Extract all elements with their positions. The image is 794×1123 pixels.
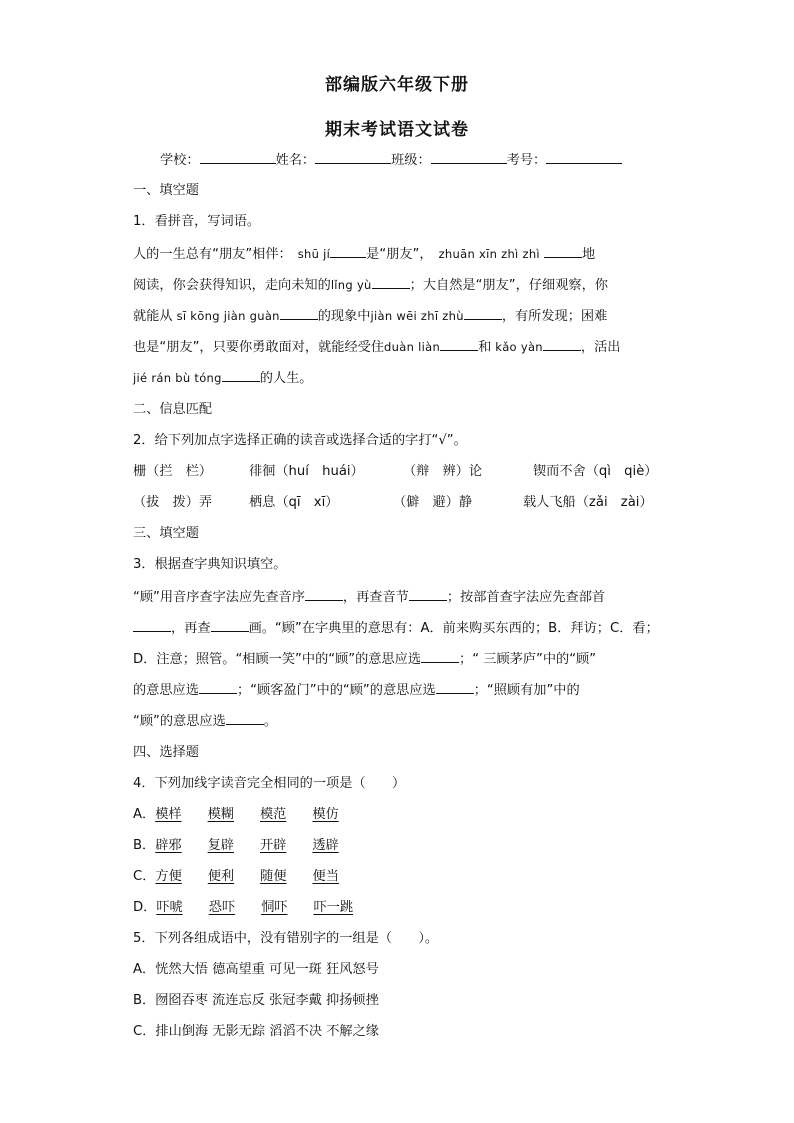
q4-option-a[interactable]: [133, 806, 339, 824]
class-blank[interactable]: [431, 151, 507, 164]
pinyin: jié rán bù tóng: [133, 371, 222, 385]
section-heading-3: 三、填空题: [133, 526, 199, 541]
question-3-title: 3．根据查字典知识填空。: [133, 557, 287, 572]
q3-text: 的意思应选: [133, 683, 199, 698]
q1-line-4: [133, 338, 620, 357]
answer-blank[interactable]: [305, 588, 343, 601]
q1-text: 就能从: [133, 309, 173, 324]
q2-item[interactable]: （僻 避）静: [393, 495, 473, 510]
school-blank[interactable]: [200, 151, 276, 164]
q2-item[interactable]: 栖息（qī xī）: [249, 495, 339, 510]
q1-text: ，有所发现；困难: [501, 309, 608, 324]
option-label: C．: [133, 869, 156, 884]
option-word: 吓唬: [156, 900, 183, 915]
option-word: 恫吓: [261, 900, 288, 915]
pinyin: shū jí: [297, 247, 331, 261]
q1-text: 阅读，你会获得知识，走向未知的: [133, 278, 331, 293]
option-word: 吓一跳: [313, 900, 354, 915]
q1-text: 也是“朋友”，只要你勇敢面对，就能经受住: [133, 340, 385, 355]
q3-line-1: [133, 588, 605, 607]
q3-line-5: [133, 712, 277, 731]
answer-blank[interactable]: [226, 712, 264, 725]
q1-line-2: [133, 276, 608, 295]
q2-item[interactable]: 栅（拦 栏）: [133, 464, 213, 479]
q1-line-3: [133, 307, 607, 326]
q4-option-c[interactable]: [133, 868, 339, 886]
q5-option-a[interactable]: A．恍然大悟 德高望重 可见一斑 狂风怒号: [133, 962, 379, 977]
q3-text: ；按部首查字法应先查部首: [446, 590, 606, 605]
answer-blank[interactable]: [440, 338, 478, 351]
option-word: 辟邪: [155, 838, 182, 853]
option-word: 恐吓: [208, 900, 236, 915]
name-blank[interactable]: [315, 151, 391, 164]
q2-item[interactable]: （辩 辨）论: [403, 464, 483, 479]
pinyin: jiàn wēi zhī zhù: [370, 309, 464, 323]
answer-blank[interactable]: [544, 245, 582, 258]
q4-option-d[interactable]: [133, 899, 353, 917]
answer-blank[interactable]: [211, 619, 249, 632]
answer-blank[interactable]: [330, 245, 366, 258]
q3-text: “顾”的意思应选: [133, 714, 226, 729]
section-heading-4: 四、选择题: [133, 745, 199, 760]
option-label: D．: [133, 900, 157, 915]
answer-blank[interactable]: [464, 307, 502, 320]
q3-text: ；“照顾有加”中的: [473, 683, 580, 698]
q3-line-2: [133, 619, 659, 638]
option-word: 方便: [155, 869, 182, 884]
section-heading-2: 二、信息匹配: [133, 402, 213, 417]
q1-text: 的现象中: [317, 309, 371, 324]
option-word: 便当: [312, 869, 339, 884]
q1-text: 和: [478, 340, 492, 355]
answer-blank[interactable]: [421, 650, 459, 663]
q3-text: ，再查音节: [342, 590, 409, 605]
pinyin: lǐng yù: [330, 278, 372, 292]
option-word: 随便: [260, 869, 287, 884]
option-word: 开辟: [260, 838, 287, 853]
option-word: 复辟: [207, 838, 234, 853]
option-word: 模范: [259, 807, 287, 822]
q1-text: ，活出: [580, 340, 621, 355]
option-label: B．: [133, 838, 156, 853]
option-word: 模样: [155, 807, 182, 822]
pinyin: sī kōng jiàn guàn: [176, 309, 280, 323]
answer-blank[interactable]: [199, 681, 237, 694]
answer-blank[interactable]: [409, 588, 447, 601]
q1-text: 是“朋友”，: [366, 247, 433, 262]
exam-title-grade: 部编版六年级下册: [325, 75, 469, 95]
answer-blank[interactable]: [372, 276, 410, 289]
q1-line-5: [133, 369, 312, 388]
q3-text: ；“ 三顾茅庐”中的“顾”: [459, 652, 597, 667]
question-1-title: 1．看拼音，写词语。: [133, 214, 261, 229]
pinyin: kǎo yàn: [495, 340, 543, 354]
question-2-title: 2．给下列加点字选择正确的读音或选择合适的字打“√”。: [133, 433, 467, 448]
q3-text: “顾”用音序查字法应先查音序: [133, 590, 305, 605]
exam-title-subject: 期末考试语文试卷: [325, 120, 469, 140]
class-label: 班级：: [391, 153, 431, 168]
q3-text: 。: [263, 714, 277, 729]
q1-line-1: [133, 245, 595, 264]
q2-item[interactable]: 锲而不舍（qì qiè）: [533, 464, 658, 479]
q5-option-c[interactable]: C．排山倒海 无影无踪 滔滔不决 不解之缘: [133, 1024, 379, 1039]
answer-blank[interactable]: [280, 307, 318, 320]
number-blank[interactable]: [546, 151, 622, 164]
q1-text: 人的一生总有“朋友”相伴：: [133, 247, 292, 262]
q3-text: D．注意；照管。“相顾一笑”中的“顾”的意思应选: [133, 652, 422, 667]
q5-option-b[interactable]: B．囫囵吞枣 流连忘反 张冠李戴 抑扬顿挫: [133, 993, 379, 1008]
q1-text: 地: [581, 247, 596, 262]
option-word: 模糊: [207, 807, 234, 822]
question-5-title: 5．下列各组成语中，没有错别字的一组是（ ）。: [133, 931, 439, 946]
q3-text: 画。“顾”在字典里的意思有：A．前来购买东西的；B．拜访；C．看；: [248, 621, 659, 636]
q4-option-b[interactable]: [133, 837, 339, 855]
name-label: 姓名：: [275, 153, 316, 168]
number-label: 考号：: [506, 153, 547, 168]
q2-item[interactable]: 载人飞船（zǎi zài）: [523, 495, 653, 510]
answer-blank[interactable]: [222, 369, 260, 382]
option-label: A．: [133, 807, 156, 822]
q2-item[interactable]: （拔 拨）弄: [133, 495, 213, 510]
pinyin: zhuān xīn zhì zhì: [438, 247, 540, 261]
q1-text: 的人生。: [259, 371, 313, 386]
option-word: 便利: [207, 869, 235, 884]
answer-blank[interactable]: [543, 338, 581, 351]
q2-item[interactable]: 徘徊（huí huái）: [249, 464, 364, 479]
q1-text: ；大自然是“朋友”，仔细观察，你: [409, 278, 608, 293]
option-word: 模仿: [312, 807, 339, 822]
answer-blank[interactable]: [133, 619, 171, 632]
option-word: 透辟: [312, 838, 339, 853]
q3-line-3: [133, 650, 596, 669]
student-info-line: [160, 151, 622, 170]
question-4-title: 4．下列加线字读音完全相同的一项是（ ）: [133, 776, 406, 791]
answer-blank[interactable]: [436, 681, 474, 694]
q3-text: ；“顾客盈门”中的“顾”的意思应选: [236, 683, 436, 698]
q3-line-4: [133, 681, 580, 700]
q3-text: ，再查: [171, 621, 211, 636]
school-label: 学校：: [160, 153, 200, 168]
section-heading-1: 一、填空题: [133, 183, 199, 198]
pinyin: duàn liàn: [384, 340, 441, 354]
